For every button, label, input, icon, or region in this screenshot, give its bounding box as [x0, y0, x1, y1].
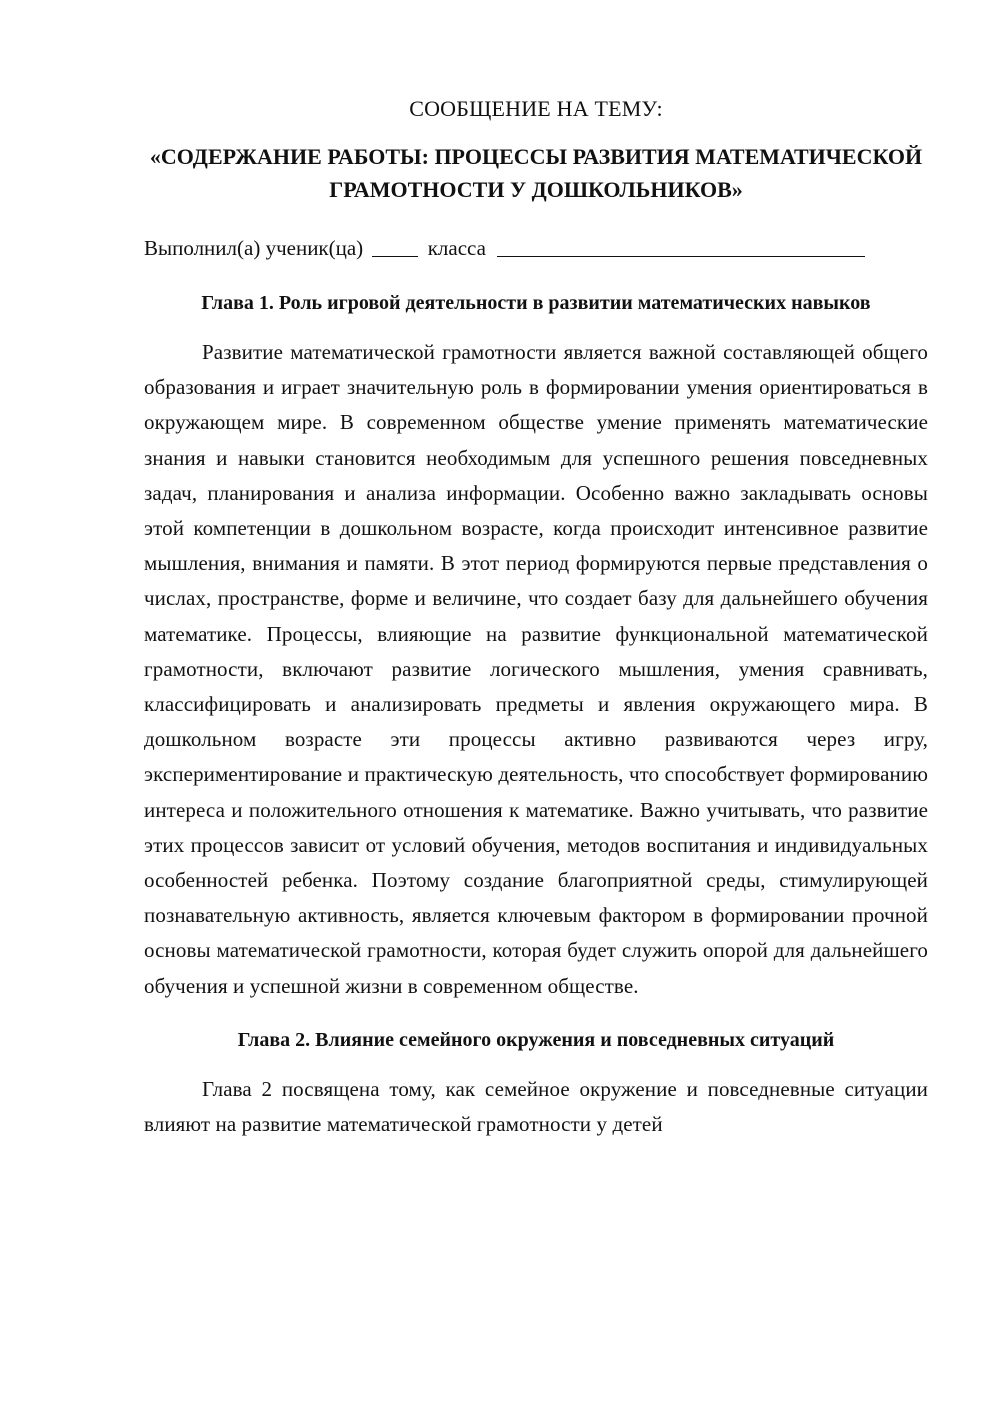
chapter-2-heading: Глава 2. Влияние семейного окружения и повседневных ситуаций: [237, 1028, 835, 1051]
author-line: [144, 228, 928, 265]
author-line-class-label: класса: [427, 236, 486, 260]
chapter-1-paragraph: Развитие математической грамотности является важной составляющей общего образования и играет значительную роль в формировании умения ориентироваться в окружающем мире. В современном обществе умение применять математические знания и навыки становится необходимым для успешного решения повседневных задач, планирования и анализа информации. Особенно важно закладывать основы этой компетенции в дошкольном возрасте, когда происходит интенсивное развитие мышления, внимания и памяти. В этот период формируются первые представления о числах, пространстве, форме и величине, что создает базу для дальнейшего обучения математике. Процессы, влияющие на развитие функциональной математической грамотности, включают развитие логического мышления, умения сравнивать, классифицировать и анализировать предметы и явления окружающего мира. В дошкольном возрасте эти процессы активно развиваются через игру, экспериментирование и практическую деятельность, что способствует формированию интереса и положительного отношения к математике. Важно учитывать, что развитие этих процессов зависит от условий обучения, методов воспитания и индивидуальных особенностей ребенка. Поэтому создание благоприятной среды, стимулирующей познавательную активность, является ключевым фактором в формировании прочной основы математической грамотности, которая будет служить опорой для дальнейшего обучения и успешной жизни в современном обществе.: [144, 340, 928, 998]
chapter-1-heading: Глава 1. Роль игровой деятельности в развитии математических навыков: [201, 292, 871, 314]
document-page: [144, 92, 928, 1162]
chapter-2-paragraph: Глава 2 посвящена тому, как семейное окружение и повседневные ситуации влияют на развитие математической грамотности у детей: [144, 1076, 928, 1137]
document-title: «СОДЕРЖАНИЕ РАБОТЫ: ПРОЦЕССЫ РАЗВИТИЯ МАТЕМАТИЧЕСКОЙ ГРАМОТНОСТИ У ДОШКОЛЬНИКОВ»: [149, 144, 923, 202]
class-blank-field: [372, 230, 418, 257]
document-header: СООБЩЕНИЕ НА ТЕМУ:: [409, 96, 663, 121]
author-line-prefix: Выполнил(а) ученик(ца): [144, 236, 364, 260]
name-blank-field: [497, 230, 865, 257]
